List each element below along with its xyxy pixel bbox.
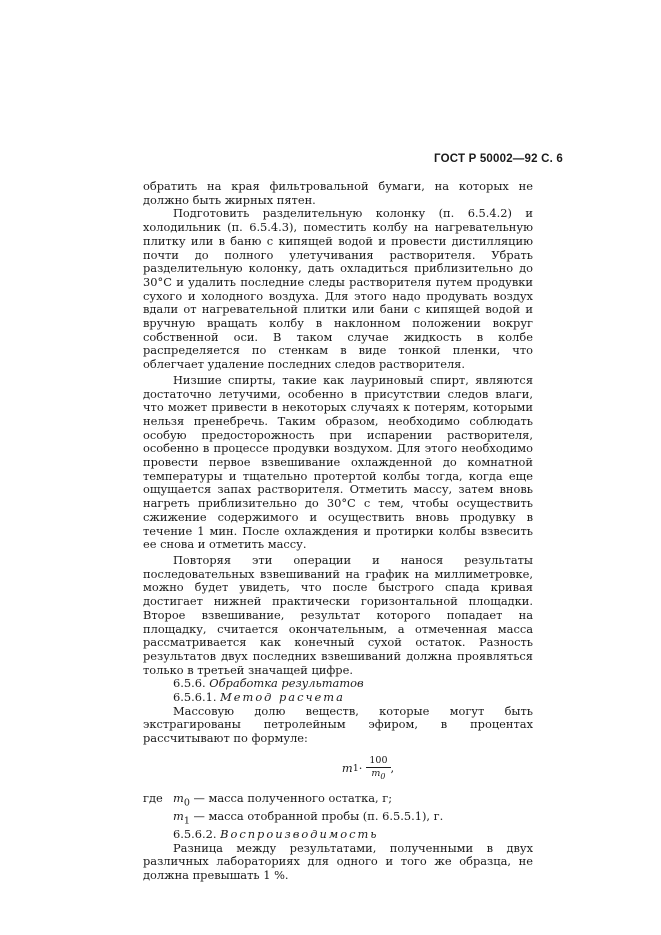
formula-m-sub: 1 bbox=[352, 762, 359, 774]
formula-numerator: 100 bbox=[366, 755, 390, 768]
calc-paragraph: Массовую долю веществ, которые могут быть экстрагированы петролейным эфиром, в процентах рассчитывают по формуле: bbox=[143, 703, 533, 746]
section-title: Метод расчета bbox=[220, 690, 345, 705]
where-m0: где $m_0$ — масса полученного остатка, г; bbox=[143, 790, 393, 809]
paragraph-4: Повторяя эти операции и нанося результаты последовательных взвешиваний на график на миллиметровке, можно будет увидеть, что после быстрого спада кривая достигает нижней практически горизонтальной площадки. Второе взвешивание, результат которого попадает на площадку, считается окончательным, а отмеченная масса рассматривается как конечный сухой остаток. Разность результатов двух последних взвешиваний должна проявляться только в третьей значащей цифре. bbox=[143, 552, 533, 677]
section-number: 6.5.6. bbox=[173, 676, 206, 691]
repro-paragraph: Разница между результатами, полученными в двух различных лабораториях для одного и того же образца, не должна превышать 1 %. bbox=[143, 840, 533, 882]
section-heading-6-5-6-2 bbox=[143, 828, 533, 842]
where-m1: $m_1$ — масса отобранной пробы (п. 6.5.5.1), г. bbox=[173, 808, 444, 827]
section-title: Обработка результатов bbox=[209, 676, 364, 691]
paragraph-3: Низшие спирты, такие как лауриновый спирт, являются достаточно летучими, особенно в присутствии следов влаги, что может привести в некоторых случаях к потерям, которыми нельзя пренебречь. Таким образом, необходимо соблюдать особую предосторожность при испарении растворителя, особенно в процессе продувки воздухом. Для этого необходимо провести первое взвешивание охлажденной до комнатной температуры и тщательно протертой колбы тогда, когда еще ощущается запах растворителя. Отметить массу, затем вновь нагреть приблизительно до 30°С с тем, чтобы осуществить сжижение содержимого и осуществить вновь продувку в течение 1 мин. После охлаждения и протирки колбы взвесить ее снова и отметить массу. bbox=[143, 372, 533, 552]
section-number: 6.5.6.1. bbox=[173, 690, 217, 705]
document-body bbox=[143, 180, 533, 883]
section-heading-6-5-6-1 bbox=[143, 691, 533, 705]
paragraph-2: Подготовить разделительную колонку (п. 6.5.4.2) и холодильник (п. 6.5.4.3), поместить колбу на нагревательную плитку или в баню с кипящей водой и провести дистилляцию почти до полного улетучивания растворителя. Убрать разделительную колонку, дать охладиться приблизительно до 30°С и удалить последние следы растворителя путем продувки сухого и холодного воздуха. Для этого надо продувать воздух вдали от нагревательной плитки или бани с кипящей водой и вручную вращать колбу в наклонном положении вокруг собственной оси. В таком случае жидкость в колбе распределяется по стенкам в виде тонкой пленки, что облегчает удаление последних следов растворителя. bbox=[143, 206, 533, 372]
where-label: где bbox=[143, 790, 163, 805]
formula-m: m bbox=[341, 760, 353, 775]
formula-denominator: $m_0$ bbox=[371, 767, 386, 781]
formula-dot: · bbox=[358, 760, 363, 775]
formula bbox=[203, 752, 533, 786]
section-number: 6.5.6.2. bbox=[173, 826, 217, 841]
page-header: ГОСТ Р 50002—92 С. 6 bbox=[434, 153, 563, 165]
section-title: Воспроизводимость bbox=[220, 826, 379, 841]
formula-end: , bbox=[390, 760, 395, 775]
paragraph-1: обратить на края фильтровальной бумаги, на которых не должно быть жирных пятен. bbox=[143, 179, 533, 207]
section-heading-6-5-6 bbox=[143, 677, 533, 691]
formula-fraction bbox=[366, 755, 390, 783]
